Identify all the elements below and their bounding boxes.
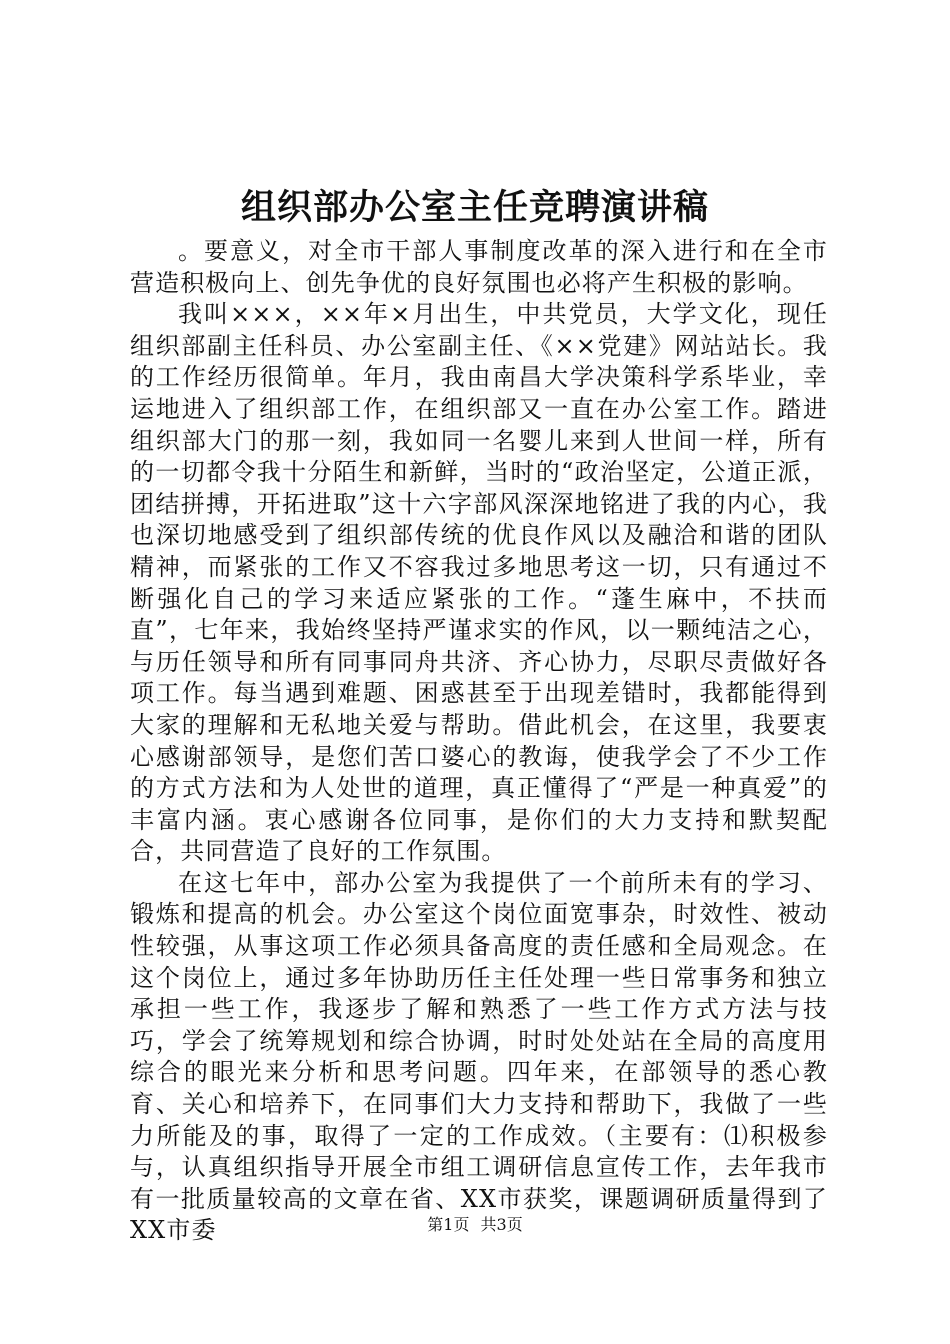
paragraph-2: 我叫×××，××年×月出生，中共党员，大学文化，现任组织部副主任科员、办公室副主任、《××党建》网站站长。我的工作经历很简单。年月，我由南昌大学决策科学系毕业，幸运地进入了组织部工作，在组织部又一直在办公室工作。踏进组织部大门的那一刻，我如同一名婴儿来到人世间一样，所有的一切都令我十分陌生和新鲜，当时的“政治坚定，公道正派，团结拼搏，开拓进取”这十六字部风深深地铭进了我的内心，我也深切地感受到了组织部传统的优良作风以及融洽和谐的团队精神，而紧张的工作又不容我过多地思考这一切，只有通过不断强化自己的学习来适应紧张的工作。“蓬生麻中，不扶而直”，七年来，我始终坚持严谨求实的作风，以一颗纯洁之心，与历任领导和所有同事同舟共济、齐心协力，尽职尽责做好各项工作。每当遇到难题、困惑甚至于出现差错时，我都能得到大家的理解和无私地关爱与帮助。借此机会，在这里，我要衷心感谢部领导，是您们苦口婆心的教诲，使我学会了不少工作的方式方法和为人处世的道理，真正懂得了“严是一种真爱”的丰富内涵。衷心感谢各位同事，是你们的大力支持和默契配合，共同营造了良好的工作氛围。 (130, 300, 828, 866)
page-number: 第1页 (427, 1215, 470, 1234)
page-footer (0, 1215, 950, 1235)
paragraph-3: 在这七年中，部办公室为我提供了一个前所未有的学习、锻炼和提高的机会。办公室这个岗位面宽事杂，时效性、被动性较强，从事这项工作必须具备高度的责任感和全局观念。在这个岗位上，通过多年协助历任主任处理一些日常事务和独立承担一些工作，我逐步了解和熟悉了一些工作方式方法与技巧，学会了统筹规划和综合协调，时时处处站在全局的高度用综合的眼光来分析和思考问题。四年来，在部领导的悉心教育、关心和培养下，在同事们大力支持和帮助下，我做了一些力所能及的事，取得了一定的工作成效。（主要有：⑴积极参与，认真组织指导开展全市组工调研信息宣传工作，去年我市有一批质量较高的文章在省、XX市获奖，课题调研质量得到了XX市委 (130, 868, 828, 1245)
page-total: 共3页 (480, 1215, 523, 1234)
document-body (130, 236, 828, 1247)
document-title: 组织部办公室主任竞聘演讲稿 (240, 187, 709, 228)
paragraph-1: 。要意义，对全市干部人事制度改革的深入进行和在全市营造积极向上、创先争优的良好氛围也必将产生积极的影响。 (130, 237, 828, 297)
